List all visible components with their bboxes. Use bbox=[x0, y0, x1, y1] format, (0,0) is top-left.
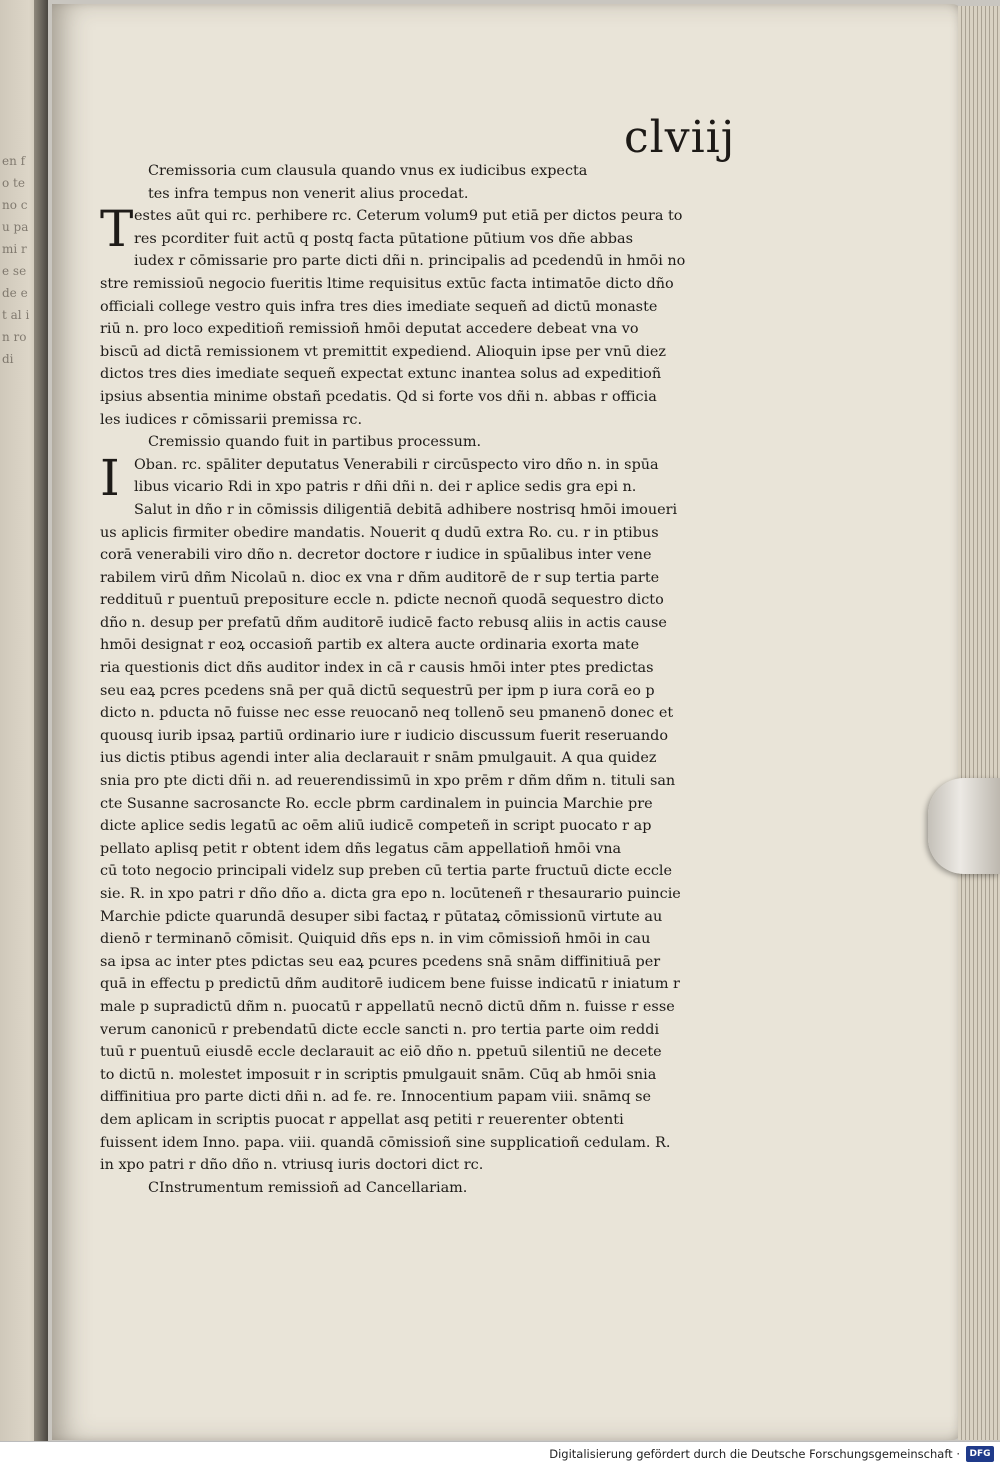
text-line: corā venerabili viro dño n. decretor doctore r iudice in spūalibus inter vene bbox=[100, 547, 652, 564]
text-line: rabilem virū dñm Nicolaū n. dioc ex vna r dñm auditorē de r sup tertia parte bbox=[100, 569, 660, 586]
text-line: Oban. rc. spāliter deputatus Venerabili r circūspecto viro dño n. in spūa bbox=[134, 456, 659, 473]
folio-number: clviij bbox=[624, 112, 736, 163]
text-line: pellato aplisq petit r obtent idem dñs legatus cām appellatioñ hmōi vna bbox=[100, 840, 622, 857]
text-line: Marchie pdicte quarundā desuper sibi factaꝝ r pūtataꝝ cōmissionū virtute au bbox=[100, 908, 663, 925]
text-line: dicto n. pducta nō fuisse nec esse reuocanō neq tollenō seu pmanenō donec et bbox=[100, 705, 674, 722]
text-line: dictos tres dies imediate sequeñ expectat extunc inantea solus ad expeditioñ bbox=[100, 366, 662, 383]
text-line: riū n. pro loco expeditioñ remissioñ hmōi deputat accedere debeat vna vo bbox=[100, 321, 639, 338]
section-remissio bbox=[100, 431, 740, 1177]
page-fore-edge bbox=[958, 6, 1000, 1440]
text-line: in xpo patri r dño dño n. vtriusq iuris doctori dict rc. bbox=[100, 1157, 484, 1174]
text-line: tuū r puentuū eiusdē eccle declarauit ac eiō dño n. ppetuū silentiū ne decete bbox=[100, 1044, 662, 1061]
text-line: cte Susanne sacrosancte Ro. eccle pbrm cardinalem in puincia Marchie pre bbox=[100, 795, 653, 812]
left-facing-page bbox=[0, 0, 48, 1445]
section-heading-line: Cremissio quando fuit in partibus processum. bbox=[148, 434, 482, 451]
text-line: reddituū r puentuū prepositure eccle n. pdicte necnoñ quodā sequestro dicto bbox=[100, 592, 664, 609]
text-line: ria questionis dict dñs auditor index in cā r causis hmōi inter ptes predictas bbox=[100, 660, 654, 677]
text-line: dicte aplice sedis legatū ac oēm aliū iudicē competeñ in script puocato r ap bbox=[100, 818, 652, 835]
text-line: fuissent idem Inno. papa. viii. quandā cōmissioñ sine supplicatioñ cedulam. R. bbox=[100, 1134, 671, 1151]
text-line: sa ipsa ac inter ptes pdictas seu eaꝝ pcures pcedens snā snām diffinitiuā per bbox=[100, 953, 661, 970]
text-block bbox=[100, 160, 740, 1199]
text-line: ius dictis ptibus agendi inter alia declarauit r snām pmulgauit. A qua quidez bbox=[100, 750, 657, 767]
text-line: to dictū n. molestet imposuit r in scriptis pmulgauit snām. Cūq ab hmōi snia bbox=[100, 1066, 657, 1083]
text-line: dño n. desup per prefatū dñm auditorē iudicē facto rebusq aliis in actis cause bbox=[100, 614, 667, 631]
text-line: sie. R. in xpo patri r dño dño a. dicta gra epo n. locūteneñ r thesaurario puincie bbox=[100, 886, 681, 902]
text-line: hmōi designat r eoꝝ occasioñ partib ex altera aucte ordinaria exorta mate bbox=[100, 637, 640, 654]
drop-initial: I bbox=[100, 448, 120, 507]
footer-bar bbox=[0, 1441, 1000, 1468]
paragraph bbox=[100, 200, 740, 431]
closing-heading: CInstrumentum remissioñ ad Cancellariam. bbox=[148, 1179, 468, 1196]
drop-initial: T bbox=[100, 200, 134, 259]
text-line: Salut in dño r in cōmissis diligentiā debitā adhibere nostrisq hmōi imoueri bbox=[134, 501, 678, 518]
section-heading-line: Cremissoria cum clausula quando vnus ex iudicibus expecta bbox=[148, 163, 588, 179]
page-clip bbox=[928, 778, 1000, 874]
book-gutter bbox=[34, 0, 48, 1445]
dfg-logo-icon: DFG bbox=[966, 1446, 994, 1462]
text-line: dem aplicam in scriptis puocat r appellat asq petiti r reuerenter obtenti bbox=[100, 1111, 624, 1128]
funding-notice: Digitalisierung gefördert durch die Deutsche Forschungsgemeinschaft · bbox=[549, 1447, 960, 1461]
text-line: biscū ad dictā remissionem vt premittit expediend. Alioquin ipse per vnū diez bbox=[100, 343, 666, 360]
text-line: libus vicario Rdi in xpo patris r dñi dñi n. dei r aplice sedis gra epi n. bbox=[134, 479, 637, 496]
text-line: les iudices r cōmissarii premissa rc. bbox=[100, 411, 363, 428]
text-line: iudex r cōmissarie pro parte dicti dñi n. principalis ad pcedendū in hmōi no bbox=[134, 253, 686, 270]
text-line: dienō r terminanō cōmisit. Quiquid dñs eps n. in vim cōmissioñ hmōi in cau bbox=[100, 931, 651, 948]
text-line: verum canonicū r prebendatū dicte eccle sancti n. pro tertia parte oim reddi bbox=[100, 1021, 660, 1038]
text-line: male p supradictū dñm n. puocatū r appellatū necnō dictū dñm n. fuisse r esse bbox=[100, 998, 675, 1015]
text-line: quā in effectu p predictū dñm auditorē iudicem bene fuisse indicatū r iniatum r bbox=[100, 976, 680, 993]
text-line: snia pro pte dicti dñi n. ad reuerendissimū in xpo prēm r dñm dñm n. tituli san bbox=[100, 773, 676, 790]
text-line: diffinitiua pro parte dicti dñi n. ad fe. re. Innocentium papam viii. snāmq se bbox=[100, 1089, 652, 1106]
section-heading-line: tes infra tempus non venerit alius procedat. bbox=[148, 185, 469, 202]
text-line: res pcorditer fuit actū q postq facta pūtatione pūtium vos dñe abbas bbox=[134, 230, 633, 247]
paragraph bbox=[100, 448, 740, 1177]
text-line: estes aūt qui rc. perhibere rc. Ceterum volum9 put etiā per dictos peura to bbox=[134, 208, 683, 225]
text-line: cū toto negocio principali videlz sup preben cū tertia parte fructuū dicte eccle bbox=[100, 863, 673, 880]
text-line: seu eaꝝ pcres pcedens snā per quā dictū sequestrū per ipm p iura corā eo p bbox=[100, 682, 655, 699]
text-line: stre remissioū negocio fueritis ltime requisitus extūc facta intimatōe dicto dño bbox=[100, 275, 674, 292]
text-line: quousq iurib ipsaꝝ partiū ordinario iure r iudicio discussum fuerit reseruando bbox=[100, 727, 668, 744]
section-remissoria bbox=[100, 160, 740, 431]
text-line: officiali college vestro quis infra tres dies imediate sequeñ ad dictū monaste bbox=[100, 298, 658, 315]
text-line: ipsius absentia minime obstañ pcedatis. Qd si forte vos dñi n. abbas r officia bbox=[100, 388, 657, 405]
left-page-text-fragments: en fo te no cu pa mi re se de et al in ro di bbox=[2, 154, 30, 366]
text-line: us aplicis firmiter obedire mandatis. Nouerit q dudū extra Ro. cu. r in ptibus bbox=[100, 524, 659, 541]
